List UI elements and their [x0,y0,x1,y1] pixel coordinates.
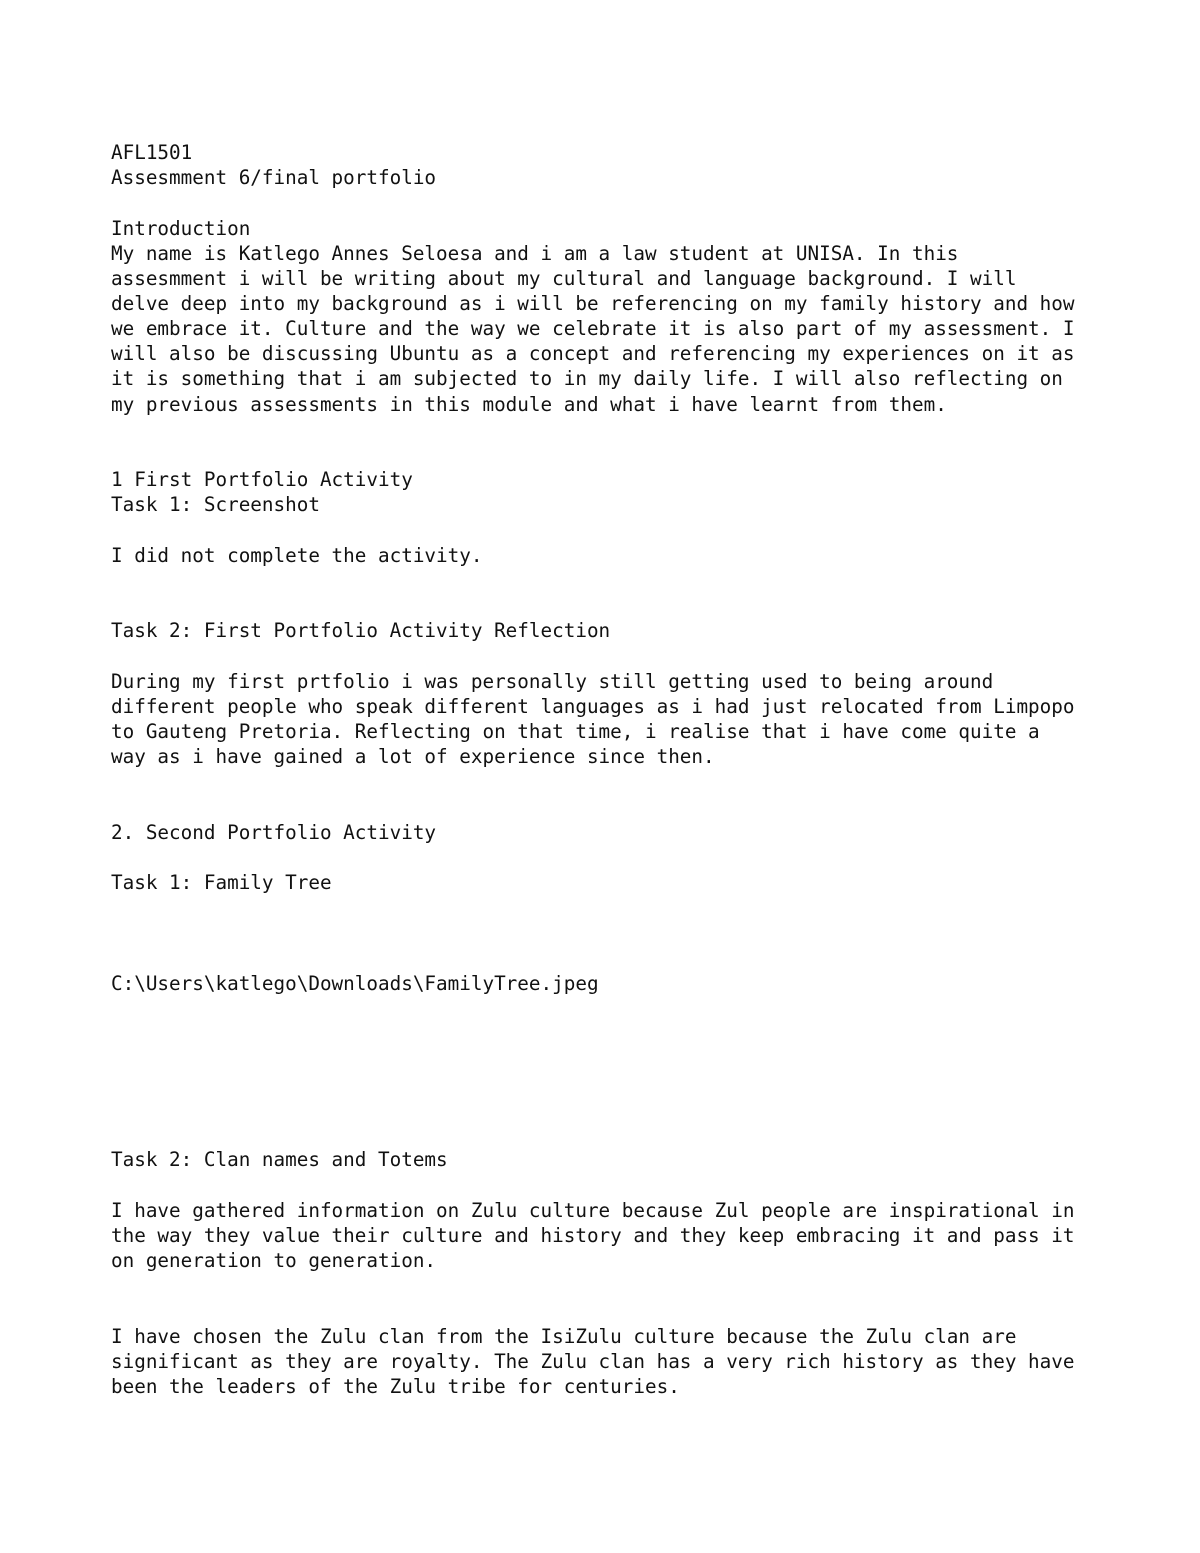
clan-line: I have gathered information on Zulu culture because Zul people are inspirational in [111,1199,1075,1222]
reflection-line: During my first prtfolio i was personally still getting used to being around [111,670,994,693]
activity2-task2-heading: Task 2: Clan names and Totems [111,1148,448,1171]
clan-line: the way they value their culture and history and they keep embracing it and pass it [111,1224,1075,1247]
introduction-line: we embrace it. Culture and the way we celebrate it is also part of my assessment. I [111,317,1075,340]
activity1-task2-heading: Task 2: First Portfolio Activity Reflection [111,619,611,642]
activity2-task1-heading: Task 1: Family Tree [111,871,332,894]
introduction-line: assesmment i will be writing about my cultural and language background. I will [111,267,1017,290]
clan-line: been the leaders of the Zulu tribe for centuries. [111,1375,680,1398]
clan-line: I have chosen the Zulu clan from the IsiZulu culture because the Zulu clan are [111,1325,1017,1348]
family-tree-image-path: C:\Users\katlego\Downloads\FamilyTree.jpeg [111,972,599,995]
activity2-heading: 2. Second Portfolio Activity [111,821,437,844]
activity1-heading: 1 First Portfolio Activity [111,468,413,491]
clan-line: on generation to generation. [111,1249,437,1272]
reflection-line: different people who speak different languages as i had just relocated from Limpopo [111,695,1075,718]
reflection-line: way as i have gained a lot of experience since then. [111,745,715,768]
introduction-line: it is something that i am subjected to in my daily life. I will also reflecting on [111,367,1063,390]
introduction-line: delve deep into my background as i will be referencing on my family history and how [111,292,1075,315]
reflection-line: to Gauteng Pretoria. Reflecting on that time, i realise that i have come quite a [111,720,1040,743]
activity1-task1-text: I did not complete the activity. [111,544,483,567]
clan-line: significant as they are royalty. The Zulu clan has a very rich history as they have [111,1350,1075,1373]
introduction-line: will also be discussing Ubuntu as a concept and referencing my experiences on it as [111,342,1075,365]
assessment-title: Assesmment 6/final portfolio [111,166,437,189]
introduction-line: my previous assessments in this module and what i have learnt from them. [111,393,947,416]
introduction-line: My name is Katlego Annes Seloesa and i am a law student at UNISA. In this [111,242,959,265]
activity1-task1-heading: Task 1: Screenshot [111,493,320,516]
introduction-heading: Introduction [111,217,251,240]
course-code: AFL1501 [111,141,193,164]
